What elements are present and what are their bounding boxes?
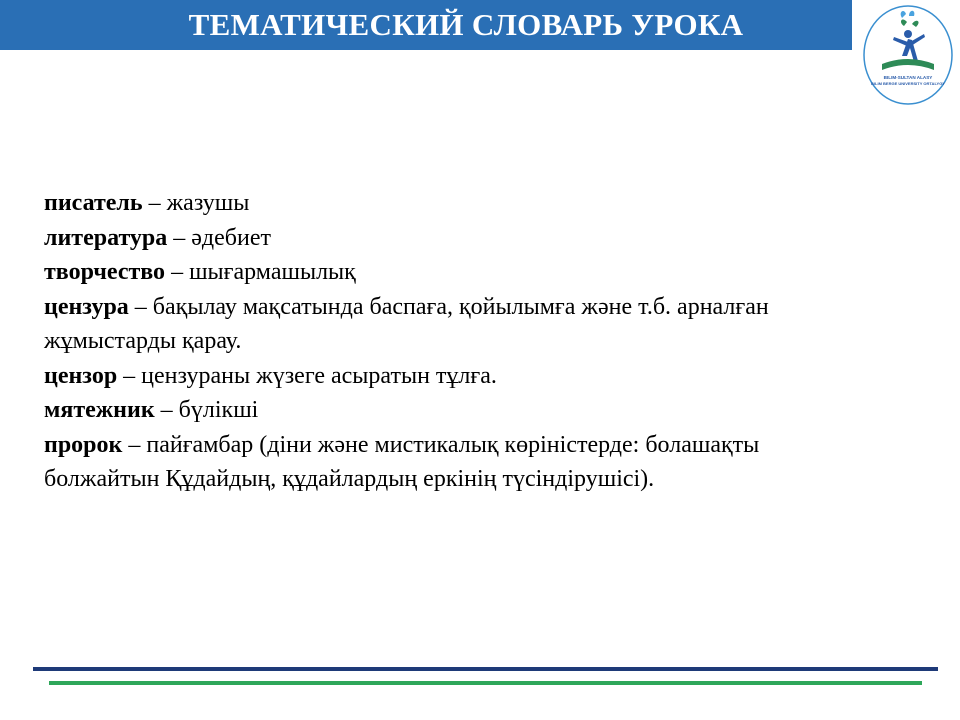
school-logo-icon	[862, 4, 954, 106]
vocabulary-entry	[44, 255, 864, 290]
vocabulary-definition: – жазушы	[142, 190, 250, 216]
vocabulary-entry	[44, 290, 864, 359]
vocabulary-definition: – пайғамбар (діни және мистикалық көріністерде: болашақты болжайтын Құдайдың, құдайлардың еркінің түсіндірушісі).	[44, 431, 760, 492]
logo-text-line2: BILIM BERGE UNIVERSITY ORTALYGY	[871, 81, 945, 86]
vocabulary-term: цензура	[44, 293, 129, 320]
vocabulary-entry	[44, 186, 864, 221]
vocabulary-definition: – бүлікші	[154, 397, 259, 423]
vocabulary-term: литература	[44, 224, 168, 251]
vocabulary-definition: – әдебиет	[167, 224, 271, 251]
vocabulary-entry	[44, 428, 864, 497]
vocabulary-list	[44, 186, 864, 497]
title-bar	[0, 0, 852, 50]
logo-text-line1: BILIM-SULTAN ALASY	[883, 75, 933, 80]
vocabulary-term: творчество	[44, 259, 166, 285]
vocabulary-definition: – шығармашылық	[165, 259, 356, 285]
vocabulary-definition: – цензураны жүзеге асыратын тұлға.	[117, 362, 497, 389]
page-title: ТЕМАТИЧЕСКИЙ СЛОВАРЬ УРОКА	[188, 7, 744, 42]
vocabulary-definition: – бақылау мақсатында баспаға, қойылымға және т.б. арналған жұмыстарды қарау.	[44, 293, 769, 354]
vocabulary-term: цензор	[44, 362, 118, 389]
vocabulary-term: мятежник	[44, 397, 155, 423]
vocabulary-term: писатель	[44, 190, 143, 216]
vocabulary-term: пророк	[44, 431, 123, 458]
vocabulary-entry	[44, 393, 864, 428]
footer-rule-green	[49, 681, 922, 685]
vocabulary-entry	[44, 359, 864, 394]
footer-rule-blue	[33, 667, 938, 671]
vocabulary-entry	[44, 221, 864, 256]
